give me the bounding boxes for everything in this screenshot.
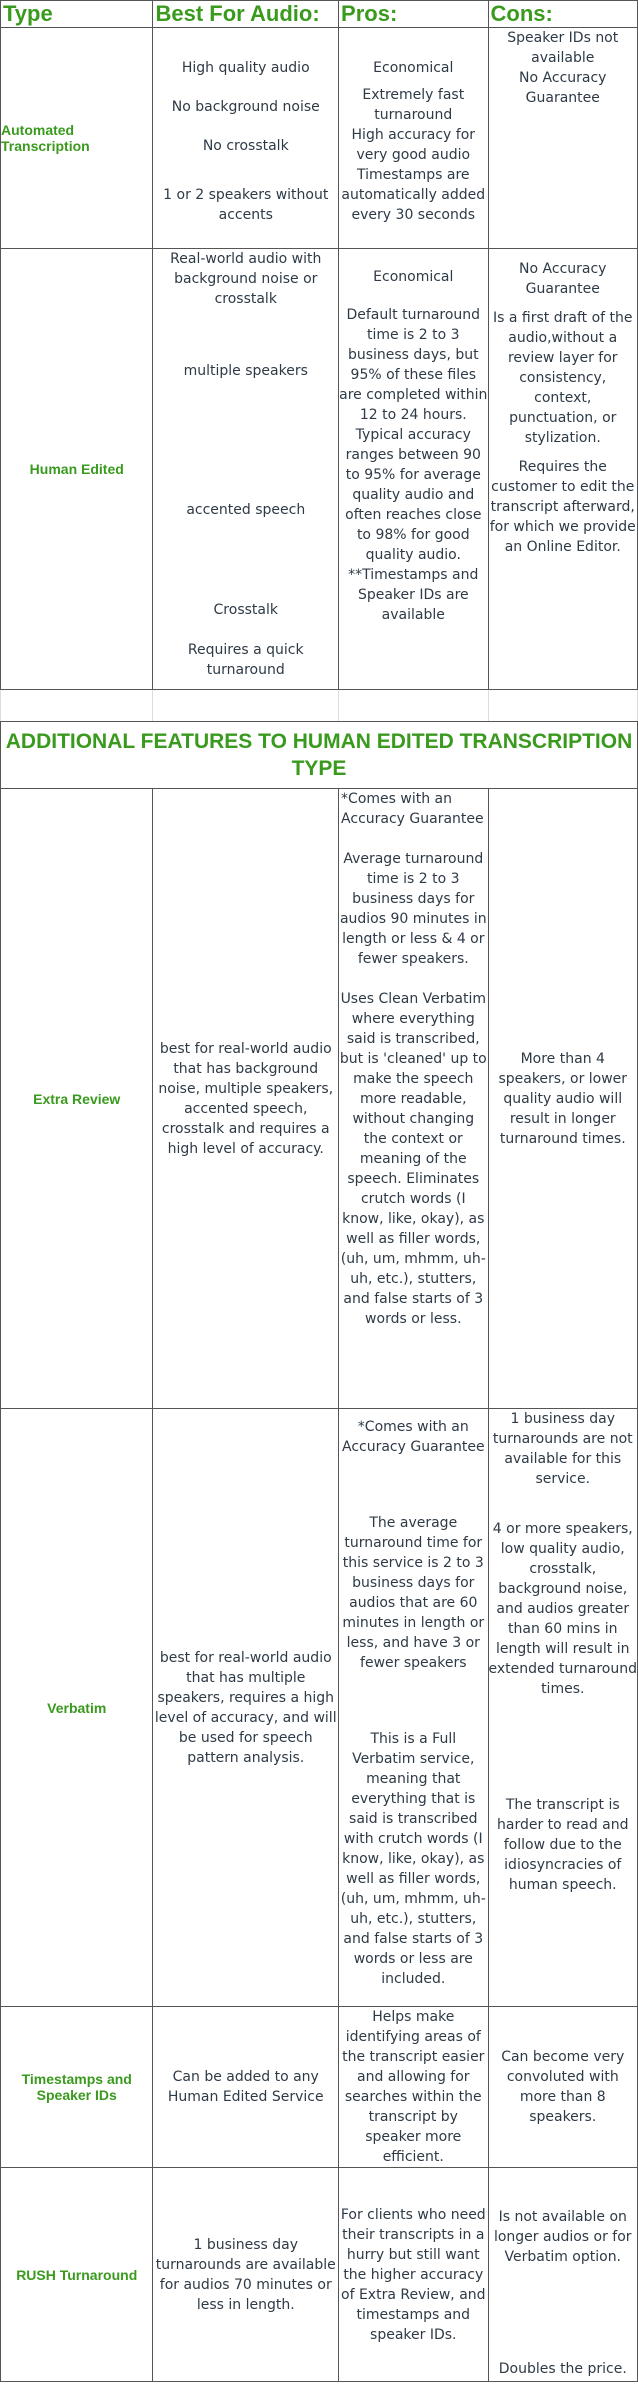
verbatim-con-2: 4 or more speakers, low quality audio, crosstalk, background noise, and audios greater than 60 mins in length will result in extended turnaround times.: [488, 1521, 637, 1697]
human-label: Human Edited: [1, 249, 153, 690]
extra-review-pro-2: Uses Clean Verbatim where everything said is transcribed, but is 'cleaned' up to make the speech more readable, without changing the context or meaning of the speech. Eliminates crutch words (I know, like, okay), as well as filler words, (uh, um, mhmm, uh-uh, etc.), stutters, and false starts of 3 words or less.: [339, 991, 487, 1327]
row-automated: [1, 28, 638, 249]
extra-review-pro-head: *Comes with an Accuracy Guarantee: [341, 791, 484, 827]
verbatim-pro-2: The average turnaround time for this service is 2 to 3 business days for audios that are 60 minutes in length or less, and have 3 or fewer speakers: [342, 1515, 485, 1671]
timestamps-best: Can be added to any Human Edited Service: [153, 2007, 339, 2168]
rush-label: RUSH Turnaround: [1, 2168, 153, 2382]
automated-pro-1: Economical: [373, 59, 454, 76]
header-pros: Pros:: [339, 1, 488, 28]
human-best-2: multiple speakers: [183, 363, 308, 379]
timestamps-label: Timestamps and Speaker IDs: [1, 2007, 153, 2168]
automated-pro-2: Extremely fast turnaround: [362, 86, 465, 123]
extra-review-label: Extra Review: [1, 789, 153, 1409]
human-pro-3: Typical accuracy ranges between 90 to 95% for average quality audio and often reaches close to 98% for good quality audio.: [345, 427, 482, 563]
header-cons: Cons:: [488, 1, 637, 28]
automated-pro-4: Timestamps are automatically added every 30 seconds: [341, 166, 486, 223]
spacer-row: [1, 690, 638, 722]
human-con-2: Is a first draft of the audio,without a review layer for consistency, context, punctuation, or stylization.: [493, 310, 633, 446]
human-con-3: Requires the customer to edit the transcript afterward, for which we provide an Online Editor.: [489, 459, 636, 555]
human-best-4: Crosstalk: [213, 602, 278, 618]
verbatim-pro-3: This is a Full Verbatim service, meaning that everything that is said is transcribed with crutch words (I know, like, okay), as well as filler words, (uh, um, mhmm, uh-uh, etc.), stutters, and false starts of 3 words or less are included.: [340, 1731, 486, 1987]
rush-con-1: Is not available on longer audios or for Verbatim option.: [493, 2209, 632, 2265]
row-timestamps: [1, 2007, 638, 2168]
automated-best-3: No crosstalk: [202, 137, 289, 154]
automated-pro-3: High accuracy for very good audio: [351, 126, 476, 163]
verbatim-pro-1: *Comes with an Accuracy Guarantee: [341, 1419, 485, 1455]
timestamps-pro: Helps make identifying areas of the transcript easier and allowing for searches within the transcript by speaker more efficient.: [339, 2007, 488, 2168]
banner-row: [1, 722, 638, 789]
human-pro-4: **Timestamps and Speaker IDs are available: [348, 567, 479, 623]
extra-review-best: best for real-world audio that has background noise, multiple speakers, accented speech, crosstalk and requires a high level of accuracy.: [153, 789, 339, 1409]
human-best-3: accented speech: [186, 502, 306, 518]
verbatim-best: best for real-world audio that has multiple speakers, requires a high level of accuracy, and will be used for speech pattern analysis.: [153, 1409, 339, 2007]
rush-best: 1 business day turnarounds are available for audios 70 minutes or less in length.: [153, 2168, 339, 2382]
human-best-1: Real-world audio with background noise or crosstalk: [170, 251, 322, 307]
human-best-5: Requires a quick turnaround: [187, 642, 304, 678]
human-pro-2: Default turnaround time is 2 to 3 business days, but 95% of these files are completed within 12 to 24 hours.: [339, 307, 488, 423]
row-rush: [1, 2168, 638, 2382]
automated-best-4: 1 or 2 speakers without accents: [163, 186, 329, 223]
extra-review-pro-1: Average turnaround time is 2 to 3 business days for audios 90 minutes in length or less & 4 or fewer speakers.: [339, 851, 487, 967]
rush-con-2: Doubles the price.: [498, 2361, 627, 2377]
automated-con-1: Speaker IDs not available: [507, 30, 619, 66]
automated-con-2: No Accuracy Guarantee: [519, 70, 607, 106]
row-extra-review: [1, 789, 638, 1409]
verbatim-label: Verbatim: [1, 1409, 153, 2007]
verbatim-con-1: 1 business day turnarounds are not available for this service.: [492, 1411, 633, 1487]
additional-features-banner: ADDITIONAL FEATURES TO HUMAN EDITED TRANSCRIPTION TYPE: [1, 722, 638, 789]
row-human-edited: [1, 249, 638, 690]
human-pro-1: Economical: [373, 269, 454, 285]
header-type: Type: [1, 1, 153, 28]
row-verbatim: [1, 1409, 638, 2007]
automated-best-2: No background noise: [171, 98, 320, 115]
human-con-1: No Accuracy Guarantee: [519, 261, 607, 297]
automated-label: Automated Transcription: [1, 28, 153, 249]
extra-review-con: More than 4 speakers, or lower quality audio will result in longer turnaround times.: [488, 789, 637, 1409]
header-row: [1, 1, 638, 28]
automated-best-1: High quality audio: [181, 59, 310, 76]
header-best-for: Best For Audio:: [153, 1, 339, 28]
rush-pro: For clients who need their transcripts in a hurry but still want the higher accuracy of Extra Review, and timestamps and speaker IDs.: [339, 2168, 488, 2382]
verbatim-con-3: The transcript is harder to read and follow due to the idiosyncracies of human speech.: [497, 1797, 629, 1893]
timestamps-con: Can become very convoluted with more than 8 speakers.: [488, 2007, 637, 2168]
